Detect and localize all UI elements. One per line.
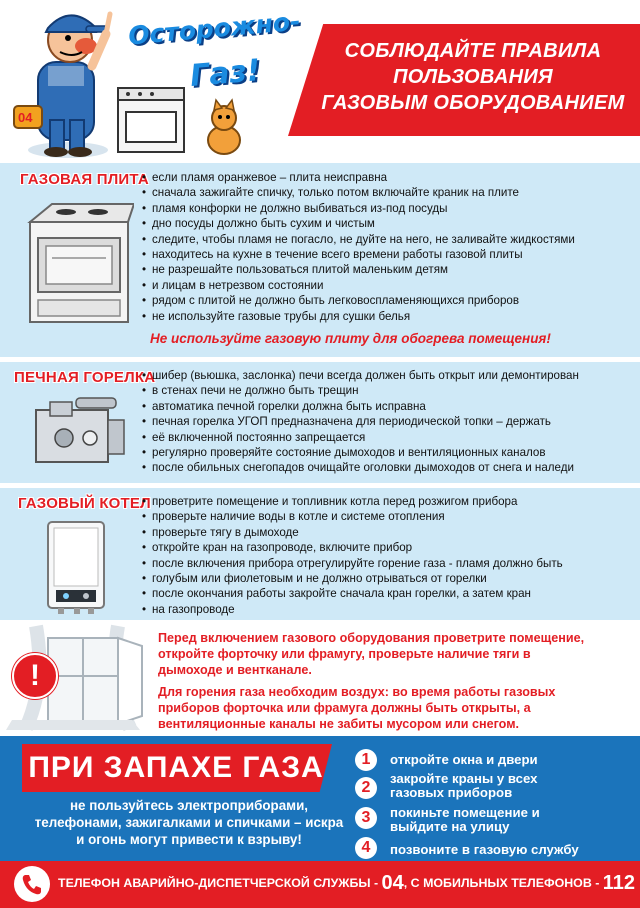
burner-rules-list <box>142 368 579 476</box>
stove-section-title: ГАЗОВАЯ ПЛИТА <box>20 171 149 188</box>
logo-title-line1: Осторожно- <box>127 6 302 51</box>
ventilation-info <box>158 630 598 732</box>
list-item: • после окончания работы закройте сначала кран горелки, а затем кран <box>142 586 563 601</box>
list-item-continuation: • голубым или фиолетовым и не должно отрываться от горелки <box>142 571 563 586</box>
step-text-2: закройте краны у всех газовых приборов <box>390 771 538 800</box>
boiler-section-title: ГАЗОВЫЙ КОТЕЛ <box>18 495 151 512</box>
badge-04: 04 <box>18 110 33 125</box>
list-item: • после включения прибора отрегулируйте горение газа - пламя должно быть <box>142 556 563 571</box>
title-line-1: СОБЛЮДАЙТЕ ПРАВИЛА <box>344 40 602 62</box>
phone-number-04: 04 <box>381 872 404 894</box>
list-item: • следите, чтобы пламя не погасло, не дуйте на него, не заливайте жидкостями <box>142 232 575 247</box>
step-number-4: 4 <box>355 837 377 859</box>
list-item: • если пламя оранжевое – плита неисправна <box>142 170 575 185</box>
list-item: • рядом с плитой не должно быть легковоспламеняющихся приборов <box>142 293 575 308</box>
cat-illustration <box>196 98 252 156</box>
poster-header <box>0 0 640 163</box>
ventilation-paragraph-2: Для горения газа необходим воздух: во время работы газовых приборов форточка или фрамуга должны быть открыты, а вентиляционные каналы не забиты мусором или снегом. <box>158 685 556 731</box>
list-item: • шибер (вьюшка, заслонка) печи всегда должен быть открыт или демонтирован <box>142 368 579 383</box>
gas-smell-warning: не пользуйтесь электроприборами, телефонами, зажигалками и спичками – искра и огонь могут привести к взрыву! <box>34 798 344 847</box>
step-text-1: откройте окна и двери <box>390 752 538 767</box>
oven-burner-illustration <box>28 394 128 474</box>
list-item: • проверьте наличие воды в котле и системе отопления <box>142 509 563 524</box>
list-item: • дно посуды должно быть сухим и чистым <box>142 216 575 231</box>
list-item: • регулярно проверяйте состояние дымоходов и вентиляционных каналов <box>142 445 579 460</box>
logo-title-line2: Газ! <box>188 52 262 95</box>
stove-warning-text: Не используйте газовую плиту для обогрева помещения! <box>150 331 551 346</box>
list-item: • печная горелка УГОП предназначена для периодической топки – держать <box>142 414 579 429</box>
gas-worker-illustration <box>0 0 130 160</box>
gas-stove-illustration <box>24 200 134 328</box>
list-item: • после обильных снегопадов очищайте оголовки дымоходов от снега и наледи <box>142 460 579 475</box>
step-number-2: 2 <box>355 777 377 799</box>
title-line-2: ПОЛЬЗОВАНИЯ <box>393 66 553 88</box>
list-item-continuation: • её включенной постоянно запрещается <box>142 430 579 445</box>
gas-smell-title: ПРИ ЗАПАХЕ ГАЗА <box>28 751 324 784</box>
phone-number-112: 112 <box>602 872 636 894</box>
list-item: • автоматика печной горелки должна быть исправна <box>142 399 579 414</box>
gas-boiler-illustration <box>44 518 110 616</box>
list-item-continuation: • и лицам в нетрезвом состоянии <box>142 278 575 293</box>
phone-label-2: , С МОБИЛЬНЫХ ТЕЛЕФОНОВ - <box>403 876 603 890</box>
warning-icon: ! <box>12 653 58 699</box>
step-text-3: покиньте помещение и выйдите на улицу <box>390 805 540 834</box>
list-item: • не используйте газовые трубы для сушки белья <box>142 309 575 324</box>
list-item: • пламя конфорки не должно выбиваться из-под посуды <box>142 201 575 216</box>
phone-icon <box>14 866 50 902</box>
step-number-1: 1 <box>355 749 377 771</box>
list-item: • откройте кран на газопроводе, включите прибор <box>142 540 563 555</box>
phone-label-1: ТЕЛЕФОН АВАРИЙНО-ДИСПЕТЧЕРСКОЙ СЛУЖБЫ - <box>58 876 382 890</box>
list-item: • сначала зажигайте спичку, только потом включайте краник на плите <box>142 185 575 200</box>
burner-section-title: ПЕЧНАЯ ГОРЕЛКА <box>14 369 156 386</box>
list-item-continuation: • на газопроводе <box>142 602 563 617</box>
page-title <box>318 38 628 116</box>
list-item: • находитесь на кухне в течение всего времени работы газовой плиты <box>142 247 575 262</box>
list-item: • проветрите помещение и топливник котла перед розжигом прибора <box>142 494 563 509</box>
list-item: • не разрешайте пользоваться плитой маленьким детям <box>142 262 575 277</box>
list-item: • в стенах печи не должно быть трещин <box>142 383 579 398</box>
title-line-3: ГАЗОВЫМ ОБОРУДОВАНИЕМ <box>321 92 625 114</box>
stove-small-illustration <box>112 82 192 158</box>
step-number-3: 3 <box>355 807 377 829</box>
boiler-rules-list <box>142 494 563 617</box>
ventilation-paragraph-1: Перед включением газового оборудования проветрите помещение, откройте форточку или фрамугу, проверьте наличие тяги в дымоходе и вентканале. <box>158 631 585 677</box>
stove-rules-list <box>142 170 575 324</box>
list-item: • проверьте тягу в дымоходе <box>142 525 563 540</box>
step-text-4: позвоните в газовую службу <box>390 842 579 857</box>
emergency-phone-text <box>58 872 635 894</box>
